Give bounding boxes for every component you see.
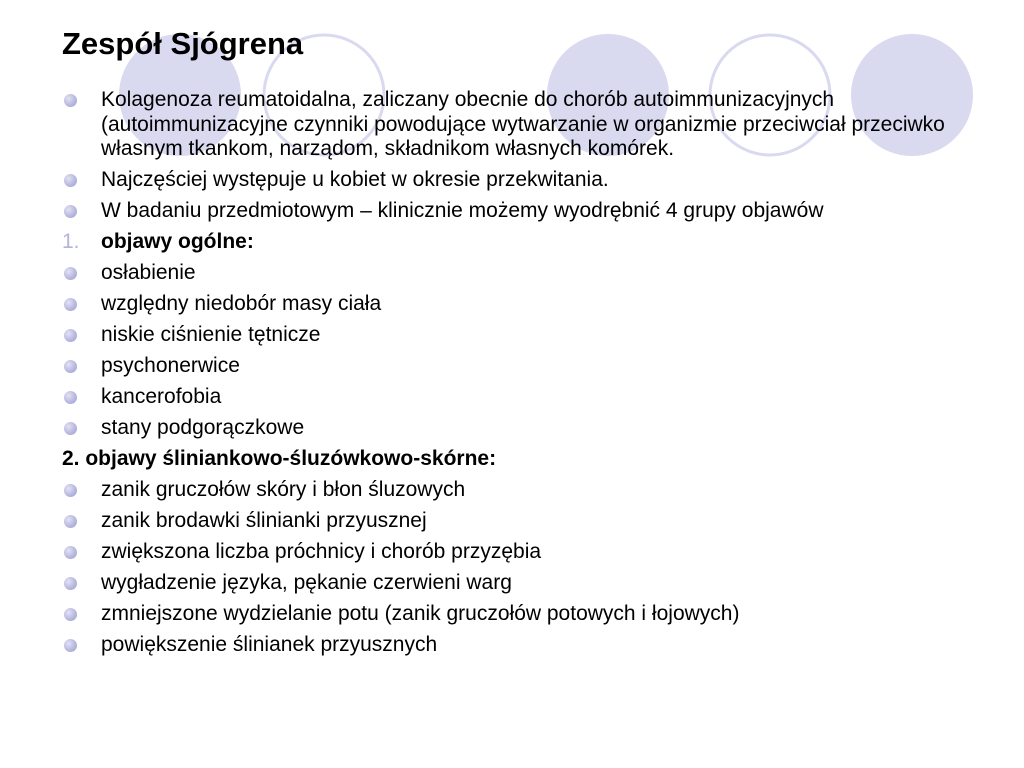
list-item — [62, 292, 962, 317]
list-item-text: zmniejszone wydzielanie potu (zanik gruczołów potowych i łojowych) — [101, 602, 740, 625]
bullet-icon — [64, 515, 77, 528]
list-item-text: zwiększona liczba próchnicy i chorób przyzębia — [101, 540, 542, 563]
list-item — [62, 509, 962, 534]
bullet-icon — [64, 94, 77, 107]
slide-title: Zespół Sjógrena — [62, 26, 304, 61]
list-item-text: stany podgorączkowe — [101, 416, 305, 439]
list-item — [62, 354, 962, 379]
list-item — [62, 168, 962, 193]
list-item-text: względny niedobór masy ciała — [101, 292, 382, 315]
bullet-icon — [64, 174, 77, 187]
list-item-text: psychonerwice — [101, 354, 240, 377]
list-item-text: Najczęściej występuje u kobiet w okresie przekwitania. — [101, 168, 609, 191]
list-item-text: W badaniu przedmiotowym – klinicznie możemy wyodrębnić 4 grupy objawów — [101, 199, 824, 222]
list-item-text: zanik brodawki ślinianki przyusznej — [101, 509, 427, 532]
bullet-icon — [64, 391, 77, 404]
bullet-icon — [64, 422, 77, 435]
bullet-icon — [64, 329, 77, 342]
bullet-icon — [64, 267, 77, 280]
bullet-icon — [64, 577, 77, 590]
bullet-icon — [64, 205, 77, 218]
list-item — [62, 633, 962, 658]
list-item — [62, 323, 962, 348]
list-item-text: kancerofobia — [101, 385, 222, 408]
bullet-icon — [64, 484, 77, 497]
list-item-text: osłabienie — [101, 261, 196, 284]
list-item-text: powiększenie ślinianek przyusznych — [101, 633, 438, 656]
number-marker: 1. — [62, 230, 80, 253]
slide-content — [62, 88, 962, 664]
bullet-icon — [64, 298, 77, 311]
list-item-text: niskie ciśnienie tętnicze — [101, 323, 321, 346]
list-item — [62, 602, 962, 627]
list-item — [62, 261, 962, 286]
numbered-heading-text: objawy ogólne: — [101, 230, 254, 253]
numbered-heading — [62, 230, 962, 255]
list-item — [62, 385, 962, 410]
list-item-text: Kolagenoza reumatoidalna, zaliczany obecnie do chorób autoimmunizacyjnych (autoimmunizacyjne czynniki powodujące wytwarzanie w organizmie przeciwciał przeciwko własnym tkankom, narządom, składnikom własnych komórek. — [101, 88, 945, 160]
list-item — [62, 540, 962, 565]
list-item — [62, 416, 962, 441]
bullet-icon — [64, 608, 77, 621]
list-item-text: wygładzenie języka, pękanie czerwieni warg — [101, 571, 512, 594]
list-item — [62, 571, 962, 596]
bullet-icon — [64, 546, 77, 559]
list-item — [62, 199, 962, 224]
list-item — [62, 88, 962, 162]
list-item — [62, 478, 962, 503]
section-heading: 2. objawy śliniankowo-śluzówkowo-skórne: — [62, 447, 497, 470]
list-item-text: zanik gruczołów skóry i błon śluzowych — [101, 478, 466, 501]
bullet-icon — [64, 639, 77, 652]
bullet-icon — [64, 360, 77, 373]
